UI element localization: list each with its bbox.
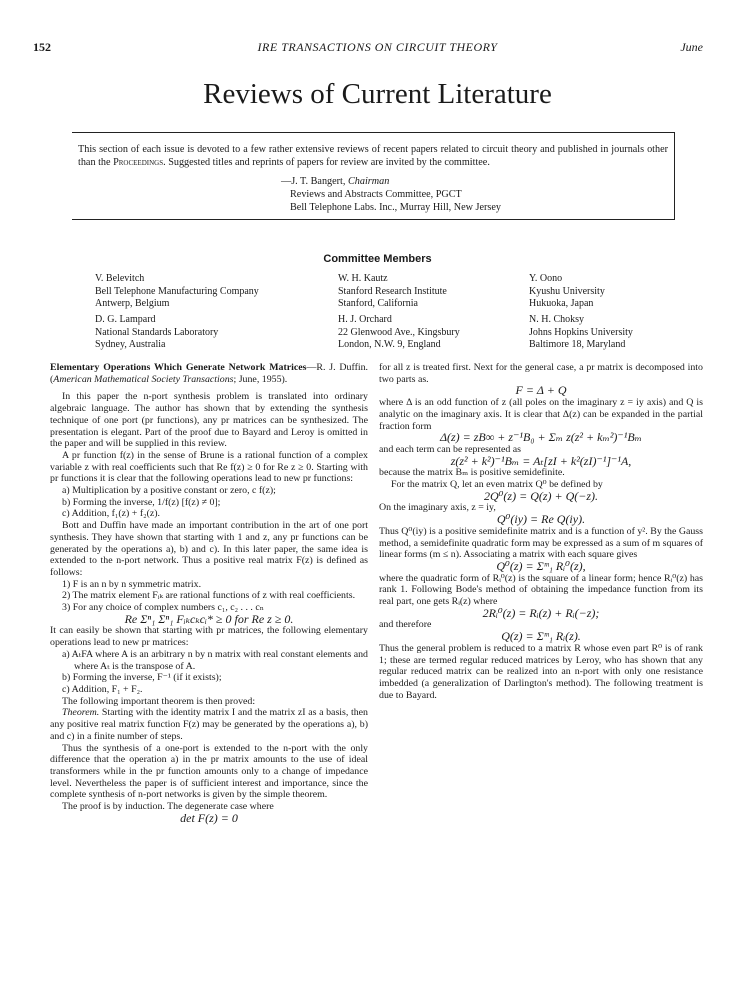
committee-member [529,314,633,352]
member-org: Stanford Research Institute [338,285,447,297]
member-location: Baltimore 18, Maryland [529,339,626,350]
member-location: London, N.W. 9, England [338,339,441,350]
member-org: National Standards Laboratory [95,326,219,338]
list-item: a) AₜFA where A is an arbitrary n by n matrix with real constant elements and where Aₜ is the transpose of A. [62,648,368,672]
member-location: Antwerp, Belgium [95,298,170,309]
member-location: Sydney, Australia [95,339,166,350]
equation: 2Q⁰(z) = Q(z) + Q(−z). [483,488,599,503]
paragraph: Thus the general problem is reduced to a matrix R whose even part R⁰ is of rank 1; these are termed regular reduced matrices by Leroy, who has shown that any regular reduced matrix can be realized into an n-port with only one resistance imbedded (a generalization of Darlington's method). The following treatment is due to Bayard. [379,642,703,701]
signature [281,175,501,214]
paragraph: Thus the synthesis of a one-port is extended to the n-port with the only difference that the operation a) in the pr matrix amounts to the use of ideal transformers while in the pr function amounts only to a change of impedance level. Nevertheless the paper is of sufficient interest and importance, since the complete synthesis of n-port networks is given by the simple theorem. [50,742,368,801]
committee-member [95,273,259,311]
equation: Q⁰(z) = Σᵐ₁ Rᵢ⁰(z), [496,558,586,573]
committee-title: Committee Members [323,253,432,265]
list-item: 3) For any choice of complex numbers c₁, c₂ . . . cₙ [62,602,265,614]
equation: det F(z) = 0 [180,810,238,825]
list-item: 1) F is an n by n symmetric matrix. [62,578,202,590]
member-name: Y. Oono [529,273,563,284]
member-location: Stanford, California [338,298,418,309]
committee-member [529,273,605,311]
paragraph: and each term can be represented as [379,443,522,455]
right-column [379,362,703,701]
review-date: ; June, 1955). [233,373,288,385]
paragraph: It can easily be shown that starting with pr matrices, the following elementary operations lead to new pr matrices: [50,625,368,649]
paragraph: On the imaginary axis, z = iy, [379,502,496,514]
equation: Q⁰(iy) = Re Q(iy). [496,512,586,527]
paragraph: where the quadratic form of Rᵢ⁰(z) is the square of a linear form; hence Rᵢ⁰(z) has rank 1. Following Bode's method of obtaining the impedance function from its real part, one gets Rᵢ(z) where [379,572,703,608]
member-org: 22 Glenwood Ave., Kingsbury [338,326,460,338]
paragraph: for all z is treated first. Next for the general case, a pr matrix is decomposed into two parts as. [379,362,703,385]
page-number: 152 [33,40,51,54]
committee-member [338,314,460,352]
intro-text [78,143,668,169]
equation: Δ(z) = zB∞ + z⁻¹B₀ + Σₘ z(z² + kₘ²)⁻¹Bₘ [439,430,643,445]
member-name: D. G. Lampard [95,314,156,325]
page-title: Reviews of Current Literature [203,78,552,110]
review-title: Elementary Operations Which Generate Network Matrices [50,362,307,373]
review-source: American Mathematical Society Transactions [53,373,234,385]
member-name: N. H. Choksy [529,314,585,325]
equation: F = Δ + Q [515,383,567,398]
theorem-label: Theorem. [62,707,100,719]
paragraph: The following important theorem is then proved: [62,695,256,707]
equation: 2Rᵢ⁰(z) = Rᵢ(z) + Rᵢ(−z); [482,605,600,620]
member-name: W. H. Kautz [338,273,388,284]
committee-member [95,314,218,352]
committee-member [338,273,447,311]
list-item: 2) The matrix element Fᵢₖ are rational functions of z with real coefficients. [62,590,356,602]
list-item: c) Addition, f₁(z) + f₂(z). [62,508,161,520]
member-location: Hukuoka, Japan [529,298,594,309]
member-name: V. Belevitch [95,273,145,284]
paragraph: A pr function f(z) in the sense of Brune is a rational function of a complex variable z with real coefficients such that Re f(z) ≥ 0 for Re z ≥ 0. Starting with pr functions it is clear that the following operations lead to new pr functions: [50,449,368,485]
equation: Q(z) = Σᵐ₁ Rᵢ(z). [501,629,581,644]
signature-name: —J. T. Bangert, [281,176,348,187]
intro-text-after: . Suggested titles and reprints of papers for review are invited by the committee. [163,157,490,168]
list-item: b) Forming the inverse, 1/f(z) [f(z) ≠ 0]; [62,496,221,508]
list-item: a) Multiplication by a positive constant or zero, c f(z); [62,485,276,497]
paragraph: Bott and Duffin have made an important contribution in the art of one port synthesis. They have shown that starting with 1 and z, any pr functions can be generated by the operations a), b) and c). In this later paper, the same idea is extended to the n-port network. Thus a positive real matrix F(z) is defined as follows: [50,520,368,578]
review-heading [50,362,368,385]
list-item: b) Forming the inverse, F⁻¹ (if it exists); [62,672,222,684]
proceedings-name: Proceedings [113,157,164,168]
theorem [50,707,368,742]
member-org: Johns Hopkins University [529,326,633,338]
signature-address: Bell Telephone Labs. Inc., Murray Hill, New Jersey [290,202,501,213]
paragraph: where Δ is an odd function of z (all poles on the imaginary z = iy axis) and Q is analytic on the imaginary axis. It is clear that Δ(z) can be expanded in the partial fraction form [379,397,703,432]
journal-name: IRE TRANSACTIONS ON CIRCUIT THEORY [257,40,498,54]
theorem-text: Starting with the identity matrix I and the matrix zI as a basis, then any positive real matrix function F(z) may be generated by the operations a), b) and c) in a finite number of steps. [50,707,368,742]
review-author: —R. J. Duffin. ( [50,362,369,385]
paragraph: The proof is by induction. The degenerate case where [62,801,274,813]
intro-text-before: This section of each issue is devoted to a few rather extensive reviews of recent papers related to circuit theory and published in journals other than the [78,144,668,168]
left-column [50,362,368,824]
member-org: Bell Telephone Manufacturing Company [95,285,259,297]
member-name: H. J. Orchard [338,314,392,325]
paragraph: and therefore [379,619,432,631]
paragraph: For the matrix Q, let an even matrix Q⁰ be defined by [391,479,603,491]
equation: Re Σⁿ₁ Σⁿ₁ Fᵢₖcₖcᵢ* ≥ 0 for Re z ≥ 0. [124,611,294,626]
signature-committee: Reviews and Abstracts Committee, PGCT [290,189,462,200]
paragraph: because the matrix Bₘ is positive semidefinite. [379,467,565,479]
paragraph: Thus Q⁰(iy) is a positive semidefinite matrix and is a function of y². By the Gauss method, a semidefinite quadratic form may be expressed as a sum of m squares of linear forms (m ≤ n). Associating a matrix with each square gives [379,525,703,561]
signature-role: Chairman [347,176,390,187]
member-org: Kyushu University [529,285,605,297]
equation: z(z² + k²)⁻¹Bₘ = Aₜ[zI + k²(zI)⁻¹]⁻¹A, [450,453,632,468]
issue-month: June [680,40,703,54]
list-item: c) Addition, F₁ + F₂. [62,683,143,695]
paragraph: In this paper the n-port synthesis problem is translated into ordinary algebraic language. The author has shown that by extending the synthesis technique of one port (pr functions), any pr matrices can be synthesized. The presentation is elegant. Part of the proof due to Bayard and Leroy is omitted in the paper and will be supplied in this review. [50,391,368,450]
